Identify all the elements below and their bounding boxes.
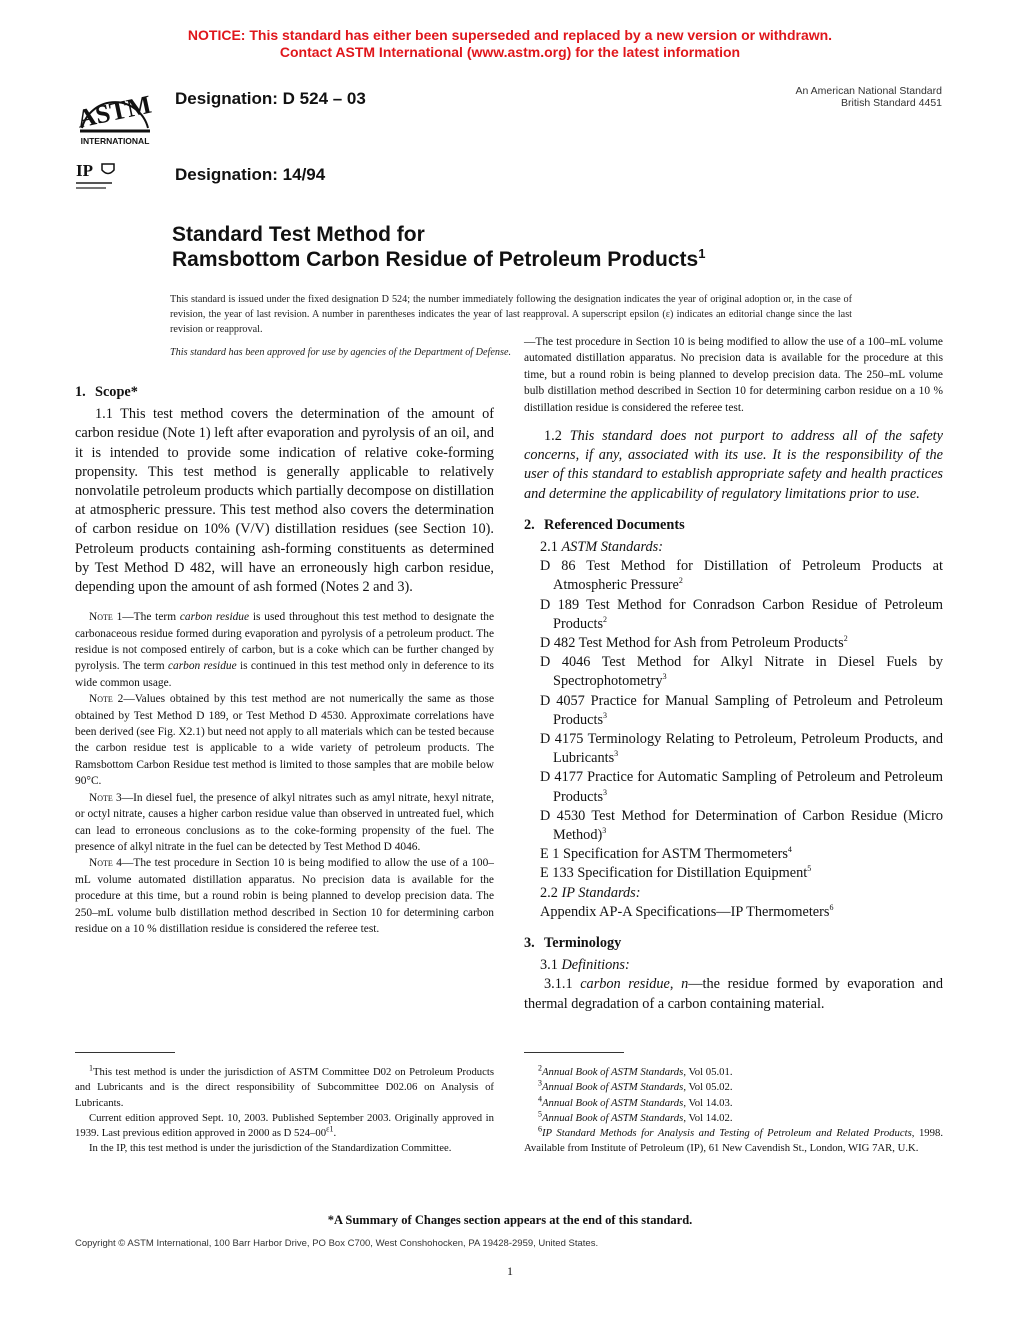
astm-logo-text: ASTM	[74, 89, 154, 134]
reference-item: D 4175 Terminology Relating to Petroleum, Petroleum Products, and Lubricants$^3$	[540, 731, 943, 767]
section-1-2: 1.2 This standard does not purport to address all of the safety concerns, if any, associated with its use. It is the responsibility of the user of this standard to establish appropriate safety and health practices and determine the applicability of regulatory limitations prior to use.	[524, 428, 943, 502]
page-number: 1	[507, 1264, 513, 1278]
footnote-rule-right	[524, 1052, 624, 1053]
designation-primary: Designation: D 524 – 03	[175, 89, 366, 108]
american-national-standard: An American National Standard	[795, 85, 942, 97]
footnote-2: $^2$Annual Book of ASTM Standards, Vol 05.01.	[538, 1063, 733, 1078]
reference-item: D 4530 Test Method for Determination of Carbon Residue (Micro Method)$^3$	[540, 807, 943, 844]
section-3-heading: 3. Terminology	[524, 935, 622, 952]
left-column	[75, 383, 495, 935]
dod-approval-statement: This standard has been approved for use by agencies of the Department of Defense.	[170, 347, 512, 358]
reference-item: E 1 Specification for ASTM Thermometers$^4$	[540, 845, 792, 863]
footnote-1: $^1$This test method is under the jurisdiction of ASTM Committee D02 on Petroleum Products and Lubricants and is the direct responsibility of Subcommittee D02.06 on Analysis of Lubricants.	[75, 1063, 494, 1109]
reference-item: D 86 Test Method for Distillation of Petroleum Products at Atmospheric Pressure$^2$	[540, 558, 943, 594]
footnotes-right	[524, 1065, 943, 1157]
note-4-continued: —The test procedure in Section 10 is being modified to allow the use of a 100–mL volume automated distillation apparatus. No precision data is available for the procedure at this time, but a round robin is being planned to develop precision data. The 250–mL volume bulb distillation method described in Section 10 for determining carbon residue on a 10 % distillation residue is considered the referee test.	[524, 336, 943, 414]
astm-standards-label: 2.1 ASTM Standards:	[540, 539, 663, 556]
title-line-2: Ramsbottom Carbon Residue of Petroleum Products$^1$	[172, 246, 706, 271]
footnote-6: $^6$IP Standard Methods for Analysis and Testing of Petroleum and Related Products, 1998. Available from Institute of Petroleum (IP), 61 New Cavendish St., London, WIG 7AR, U.K.	[524, 1124, 943, 1155]
footnote-4: $^4$Annual Book of ASTM Standards, Vol 14.03.	[538, 1094, 733, 1109]
note-4-part-1: Note 4—The test procedure in Section 10 is being modified to allow the use of a 100–mL volume automated distillation apparatus. No precision data is available for the procedure at this time, but a round robin is being planned to develop precision data. The 250–mL volume bulb distillation method described in Section 10 for determining carbon residue on a 10 % distillation residue is considered the referee test.	[75, 857, 494, 935]
footnote-rule-left	[75, 1052, 175, 1053]
section-2-heading: 2. Referenced Documents	[524, 516, 685, 533]
copyright-line: Copyright © ASTM International, 100 Barr Harbor Drive, PO Box C700, West Conshohocken, PA 19428-2959, United States.	[75, 1238, 599, 1249]
reference-item: D 482 Test Method for Ash from Petroleum Products$^2$	[540, 634, 848, 652]
section-1-heading: 1. Scope*	[75, 384, 138, 400]
footnote-5: $^5$Annual Book of ASTM Standards, Vol 14.02.	[538, 1109, 733, 1124]
note-3: Note 3—In diesel fuel, the presence of alkyl nitrates such as amyl nitrate, hexyl nitrate, or octyl nitrate, causes a higher carbon residue value than observed in untreated fuel, which can lead to erroneous conclusions as to the coke-forming propensity of the fuel. The presence of alkyl nitrate in the fuel can be detected by Test Method D 4046.	[75, 791, 494, 853]
title-footnote-mark: 1	[698, 246, 706, 261]
footnote-3: $^3$Annual Book of ASTM Standards, Vol 05.02.	[538, 1078, 733, 1094]
astm-logo-subtext: INTERNATIONAL	[80, 136, 150, 146]
document-title	[172, 222, 705, 272]
section-1-1: 1.1 This test method covers the determination of the amount of carbon residue (Note 1) left after evaporation and pyrolysis of an oil, and it is intended to provide some indication of relative coke-forming propensity. This test method is generally applicable to relatively nonvolatile petroleum products which partially decompose on distillation at atmospheric pressure. This test method also covers the determination of carbon residue on 10% (V/V) distillation residues (see Section 10). Petroleum products containing ash-forming constituents as determined by Test Method D 482, will have an erroneously high carbon residue, depending upon the amount of ash formed (Notes 2 and 3).	[75, 406, 494, 596]
notice-line-2: Contact ASTM International (www.astm.org) for the latest information	[279, 44, 741, 60]
ip-logo-text: IP	[76, 161, 93, 180]
title-line-1: Standard Test Method for	[172, 223, 425, 246]
ip-standards-label: 2.2 IP Standards:	[540, 884, 641, 901]
ip-logo	[74, 160, 126, 196]
reference-item: D 4057 Practice for Manual Sampling of Petroleum and Petroleum Products$^3$	[540, 692, 943, 728]
footnote-1-edition: Current edition approved Sept. 10, 2003. Published September 2003. Originally approved in 1939. Last previous edition approved in 2000 as D $524-00^{\varepsilon 1}$.	[75, 1111, 494, 1140]
reference-item: D 4177 Practice for Automatic Sampling of Petroleum and Petroleum Products$^3$	[540, 769, 943, 805]
reference-ip-appendix: Appendix AP-A Specifications—IP Thermometers$^6$	[540, 903, 834, 920]
note-2: Note 2—Values obtained by this test method are not numerically the same as those obtained by Test Method D 189, or Test Method D 4530. Approximate correlations have been derived (see Fig. X2.1) but need not apply to all materials which can be tested because the carbon residue test is applicable to a wide variety of petroleum products. The Ramsbottom Carbon Residue test method is limited to those samples that are mobile below 90°C.	[75, 693, 494, 788]
reference-item: E 133 Specification for Distillation Equipment$^5$	[540, 864, 812, 882]
issuance-statement: This standard is issued under the fixed designation D 524; the number immediately following the designation indicates the year of original adoption or, in the case of revision, the year of last revision. A number in parentheses indicates the year of last reapproval. A superscript epsilon (ε) indicates an editorial change since the last revision or reapproval.	[170, 294, 852, 335]
note-1: Note 1—The term carbon residue is used throughout this test method to designate the carbonaceous residue formed during evaporation and pyrolysis of a petroleum product. The residue is not composed entirely of carbon, but is a coke which can be further changed by pyrolysis. The term carbon residue is continued in this test method only in deference to its wide common usage.	[75, 611, 495, 689]
reference-list	[524, 557, 943, 883]
reference-item: D 4046 Test Method for Alkyl Nitrate in Diesel Fuels by Spectrophotometry$^3$	[540, 654, 943, 690]
national-standard-label	[795, 85, 942, 109]
footnotes-left	[75, 1065, 494, 1157]
reference-item: D 189 Test Method for Conradson Carbon Residue of Petroleum Products$^2$	[540, 596, 943, 632]
british-standard: British Standard 4451	[841, 97, 942, 109]
definitions-label: 3.1 Definitions:	[540, 957, 630, 974]
footnote-1-ip: In the IP, this test method is under the jurisdiction of the Standardization Committee.	[89, 1142, 452, 1155]
summary-of-changes-note: *A Summary of Changes section appears at the end of this standard.	[327, 1213, 693, 1227]
notice-line-1: NOTICE: This standard has either been superseded and replaced by a new version or withdrawn.	[187, 27, 833, 43]
definition-carbon-residue: 3.1.1 carbon residue, n—the residue formed by evaporation and thermal degradation of a carbon containing material.	[524, 976, 943, 1012]
astm-logo	[70, 76, 160, 148]
withdrawal-notice	[0, 27, 1020, 61]
designation-ip: Designation: 14/94	[175, 165, 326, 184]
right-column	[524, 336, 943, 1014]
